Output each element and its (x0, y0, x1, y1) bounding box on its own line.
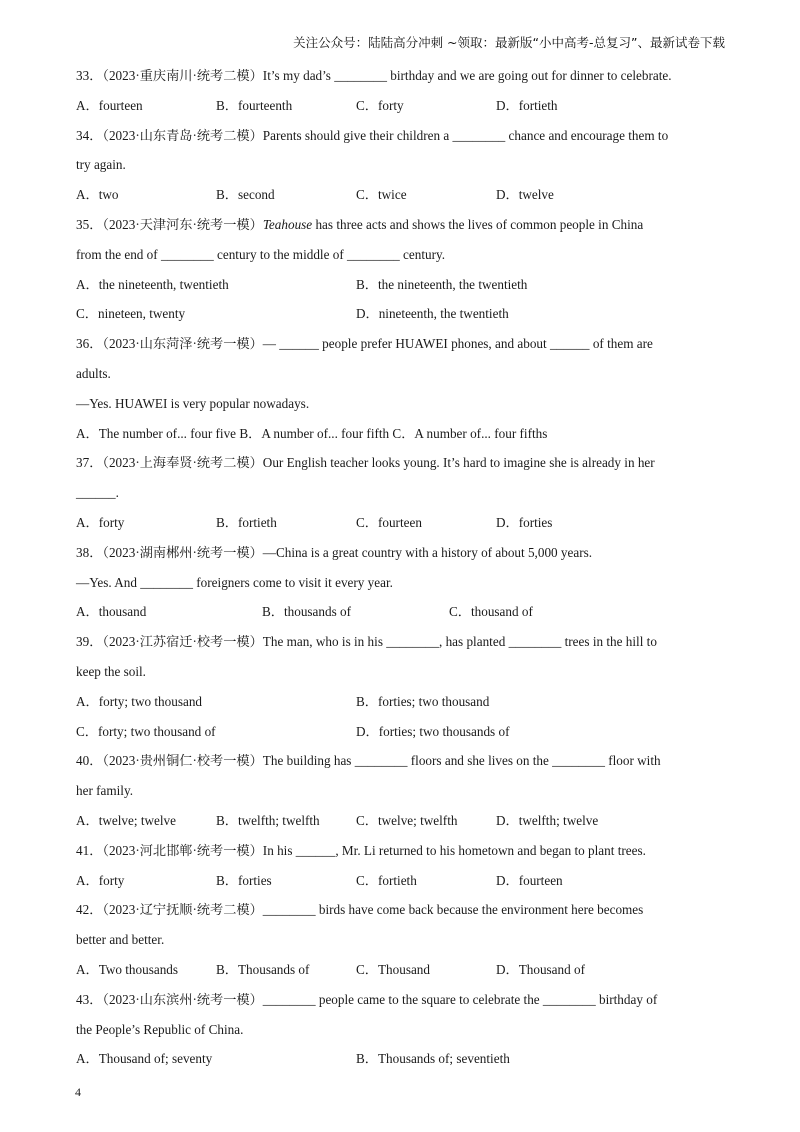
text-line: 39．（2023·江苏宿迁·校考一模）The man, who is in his ________, has planted ________ trees in the hill to (76, 634, 657, 650)
options-row (76, 1044, 726, 1074)
options-row (76, 299, 726, 329)
options-row (76, 91, 726, 121)
answer-option: A．forty (76, 872, 125, 888)
answer-option: A．fourteen (76, 97, 143, 113)
answer-option: C．nineteen, twenty (76, 306, 186, 322)
answer-option: B．fourteenth (216, 97, 293, 113)
answer-option: A．forty; two thousand (76, 693, 203, 709)
text-line: 43．（2023·山东滨州·统考一模）________ people came to the square to celebrate the ________ birthday of (76, 991, 658, 1007)
answer-option: C．fortieth (356, 872, 417, 888)
answer-option: A．the nineteenth, twentieth (76, 276, 229, 292)
answer-option: A．two (76, 187, 119, 203)
book-title: Teahouse (262, 216, 313, 232)
text-line: 40．（2023·贵州铜仁·校考一模）The building has ________ floors and she lives on the ________ floor with (76, 753, 661, 769)
question-text: has three acts and shows the lives of common people in China (312, 216, 644, 232)
answer-option: C．twelve; twelfth (356, 812, 458, 828)
answer-option: C．twice (356, 187, 407, 203)
question-text: 35．（2023·天津河东·统考一模） (76, 216, 263, 232)
text-line: 41．（2023·河北邯郸·统考一模）In his ______, Mr. Li returned to his hometown and began to plant trees. (76, 842, 646, 858)
options-row (76, 717, 726, 747)
options-row (76, 270, 726, 300)
text-line: 37．（2023·上海奉贤·统考二模）Our English teacher looks young. It’s hard to imagine she is already in her (76, 455, 655, 471)
answer-option: D．forties; two thousands of (356, 723, 510, 739)
page-number: 4 (75, 1085, 81, 1099)
answer-option: C．Thousand (356, 961, 430, 977)
options-row (76, 955, 726, 985)
text-line: —Yes. HUAWEI is very popular nowadays. (76, 395, 310, 411)
options-row (76, 866, 726, 896)
options-row (76, 806, 726, 836)
text-line: 34．（2023·山东青岛·统考二模）Parents should give their children a ________ chance and encourage them to (76, 127, 669, 143)
answer-option: D．forties (496, 514, 553, 530)
answer-option: D．Thousand of (496, 961, 586, 977)
answer-option: B．fortieth (216, 514, 277, 530)
question-list (76, 61, 726, 1074)
answer-option: D．twelfth; twelve (496, 812, 599, 828)
answer-option: C．thousand of (449, 604, 533, 620)
text-line: adults. (76, 365, 111, 381)
answer-option: A．forty (76, 514, 125, 530)
answer-option: A．twelve; twelve (76, 812, 176, 828)
answer-option: B．forties; two thousand (356, 693, 490, 709)
answer-option: D．fortieth (496, 97, 558, 113)
answer-option: B．Thousands of (216, 961, 310, 977)
text-line: 38．（2023·湖南郴州·统考一模）—China is a great country with a history of about 5,000 years. (76, 544, 593, 560)
text-line: from the end of ________ century to the middle of ________ century. (76, 246, 446, 262)
answer-option: B．forties (216, 872, 272, 888)
answer-option: B．the nineteenth, the twentieth (356, 276, 528, 292)
answer-option: A．thousand (76, 604, 147, 620)
options-row (76, 597, 726, 627)
text-line: keep the soil. (76, 663, 146, 679)
question-line (76, 210, 726, 240)
answer-option: C．fourteen (356, 514, 422, 530)
answer-option: C．forty; two thousand of (76, 723, 216, 739)
text-line: better and better. (76, 932, 165, 948)
text-line: the People’s Republic of China. (76, 1021, 244, 1037)
answer-option: D．nineteenth, the twentieth (356, 306, 509, 322)
text-line: 42．（2023·辽宁抚顺·统考二模）________ birds have come back because the environment here becomes (76, 902, 644, 918)
page-header: 关注公众号：陆陆高分冲刺 ~领取：最新版“小中高考-总复习”、最新试卷下载 (293, 35, 725, 50)
options-row (76, 508, 726, 538)
answer-option: C．forty (356, 97, 404, 113)
answer-option: A．Two thousands (76, 961, 179, 977)
text-line: 36．（2023·山东菏泽·统考一模）— ______ people prefer HUAWEI phones, and about ______ of them are (76, 336, 653, 352)
text-line: —Yes. And ________ foreigners come to visit it every year. (76, 574, 393, 590)
options-row (76, 180, 726, 210)
options-row (76, 687, 726, 717)
text-line: A．The number of... four five B．A number of... four fifth C．A number of... four fifths (76, 425, 548, 441)
text-line: ______. (76, 485, 119, 501)
text-line: her family. (76, 783, 133, 799)
text-line: 33．（2023·重庆南川·统考二模）It’s my dad’s ________ birthday and we are going out for dinner to celebrate. (76, 68, 672, 83)
answer-option: B．twelfth; twelfth (216, 812, 320, 828)
answer-option: A．Thousand of; seventy (76, 1051, 213, 1067)
answer-option: D．fourteen (496, 872, 563, 888)
text-line: try again. (76, 157, 126, 173)
answer-option: D．twelve (496, 187, 554, 203)
answer-option: B．thousands of (262, 604, 352, 620)
answer-option: B．Thousands of; seventieth (356, 1051, 510, 1067)
answer-option: B．second (216, 187, 275, 203)
